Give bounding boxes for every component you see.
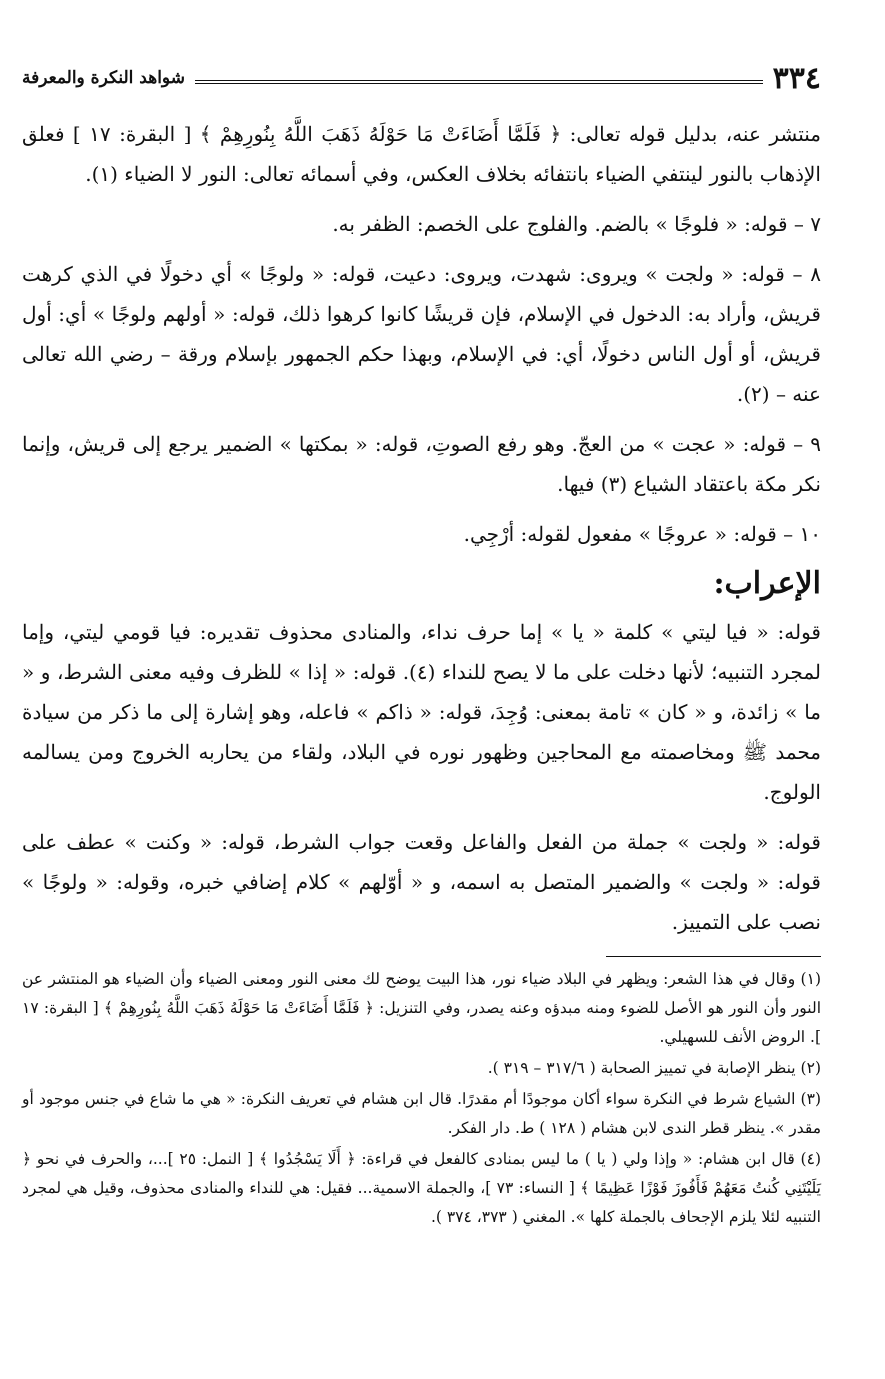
footnote-4: (٤) قال ابن هشام: « وإذا ولي ( يا ) ما ليس بمنادى كالفعل في قراءة: ﴿ أَلَا يَسْجُدُوا ﴾ [ النمل: ٢٥ ]...، والحرف في نحو ﴿ يَلَيْتَنِي كُنتُ مَعَهُمْ فَأَفُوزَ فَوْزًا عَظِيمًا ﴾ [ النساء: ٧٣ ]، والجملة الاسمية... فقيل: هي للنداء والمنادى محذوف، وقيل هي لمجرد التنبيه لئلا يلزم الإجحاف بالجملة كلها ». المغني ( ٣٧٣، ٣٧٤ ). xyxy=(22,1150,822,1226)
footnote-3: (٣) الشياع شرط في النكرة سواء أكان موجودًا أم مقدرًا. قال ابن هشام في تعريف النكرة: « هي ما شاع في جنس موجود أو مقدر ». ينظر قطر الندى لابن هشام ( ١٢٨ ) ط. دار الفكر. xyxy=(22,1090,821,1137)
paragraph-3: ٨ – قوله: « ولجت » ويروى: شهدت، ويروى: دعيت، قوله: « ولوجًا » أي دخولًا في الذي كرهت قريش، وأراد به: الدخول في الإسلام، فإن قريشًا كانوا كرهوا ذلك، قوله: « أولهم ولوجًا » أي: أول قريش، أو أول الناس دخولًا، أي: في الإسلام، وبهذا حكم الجمهور بإسلام ورقة – رضي الله تعالى عنه – (٢). xyxy=(22,262,821,406)
page-header xyxy=(22,58,821,98)
paragraph-4: ٩ – قوله: « عجت » من العجّ. وهو رفع الصوتِ، قوله: « بمكتها » الضمير يرجع إلى قريش، وإنما نكر مكة باعتقاد الشياع (٣) فيها. xyxy=(22,432,821,496)
footnote-1: (١) وقال في هذا الشعر: ويظهر في البلاد ضياء نور، هذا البيت يوضح لك معنى النور ومعنى الضياء وأن الضياء هو المنتشر عن النور وأن النور هو الأصل للضوء ومنه مبدؤه وعنه يصدر، وفي التنزيل: ﴿ فَلَمَّا أَضَاءَتْ مَا حَوْلَهُ ذَهَبَ اللَّهُ بِنُورِهِمْ ﴾ [ البقرة: ١٧ ]. الروض الأنف للسهيلي. xyxy=(22,970,821,1046)
footnote-2: (٢) ينظر الإصابة في تمييز الصحابة ( ٣١٧/٦ – ٣١٩ ). xyxy=(487,1059,821,1077)
footnote-divider xyxy=(606,956,821,957)
page-number: ٣٣٤ xyxy=(772,60,821,96)
section-heading: الإعراب: xyxy=(713,566,821,601)
main-text xyxy=(22,114,821,942)
paragraph-7: قوله: « ولجت » جملة من الفعل والفاعل وقعت جواب الشرط، قوله: « وكنت » عطف على قوله: « ولجت » والضمير المتصل به اسمه، و « أوّلهم » كلام إضافي خبره، وقوله: « ولوجًا » نصب على التمييز. xyxy=(22,830,821,934)
paragraph-1: منتشر عنه، بدليل قوله تعالى: ﴿ فَلَمَّا أَضَاءَتْ مَا حَوْلَهُ ذَهَبَ اللَّهُ بِنُورِهِمْ ﴾ [ البقرة: ١٧ ] فعلق الإذهاب بالنور لينتفي الضياء بانتفائه بخلاف العكس، وفي أسمائه تعالى: النور لا الضياء (١). xyxy=(22,122,821,186)
running-title: شواهد النكرة والمعرفة xyxy=(22,68,185,88)
paragraph-2: ٧ – قوله: « فلوجًا » بالضم. والفلوج على الخصم: الظفر به. xyxy=(332,212,821,236)
paragraph-6: قوله: « فيا ليتي » كلمة « يا » إما حرف نداء، والمنادى محذوف تقديره: فيا قومي ليتي، وإما لمجرد التنبيه؛ لأنها دخلت على ما لا يصح للنداء (٤). قوله: « إذا » للظرف وفيه معنى الشرط، و « ما » زائدة، و « كان » تامة بمعنى: وُجِدَ، قوله: « ذاكم » فاعله، وهو إشارة إلى ما ذكر من سيادة محمد ﷺ ومخاصمته مع المحاجين وظهور نوره في البلاد، ولقاء من يحاربه الخروج ومن يسالمه الولوج. xyxy=(22,620,821,804)
header-rule xyxy=(195,80,763,84)
footnotes xyxy=(22,965,821,1232)
paragraph-5: ١٠ – قوله: « عروجًا » مفعول لقوله: أرْجِي. xyxy=(463,522,821,546)
